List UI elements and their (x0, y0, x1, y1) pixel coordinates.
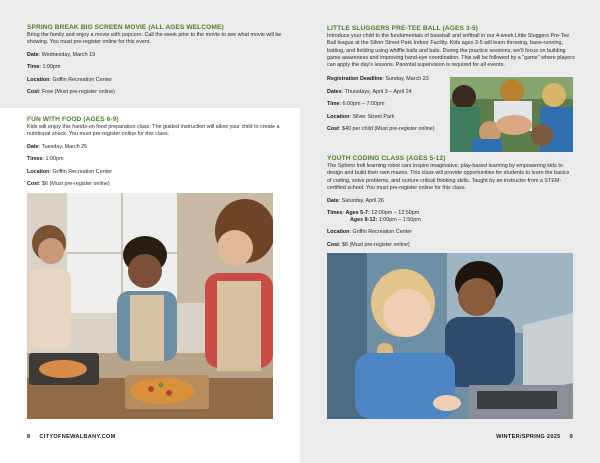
event-time: Time: 1:00pm (27, 64, 61, 71)
footer-season: WINTER/SPRING 2025 (496, 434, 561, 440)
event-times-second: Ages 8-12: 1:00pm – 1:50pm (350, 216, 421, 223)
event-description: Bring the family and enjoy a movie with popcorn. Call the week prior to the movie to see what movie will be showing. You must pre-register online for this event. (27, 32, 282, 46)
event-times: Times: 1:00pm (27, 156, 64, 163)
event-title: FUN WITH FOOD (AGES 6-9) (27, 116, 119, 123)
photo-kids-cooking (27, 193, 273, 419)
event-youth-coding (327, 155, 575, 249)
event-title: YOUTH CODING CLASS (AGES 5-12) (327, 155, 446, 162)
event-date: Date: Tuesday, March 25 (27, 143, 88, 150)
event-cost: Cost: Free (Must pre-register online) (27, 89, 115, 96)
event-location: Location: Griffin Recreation Center (327, 229, 412, 236)
event-cost: Cost: $6 (Must pre-register online) (27, 181, 110, 188)
footer-left (27, 434, 116, 440)
footer-right (480, 434, 573, 440)
event-times: Times: Ages 5-7: 12:00pm – 12:50pm (327, 209, 420, 216)
event-cost: Cost: $6 (Must pre-register online) (327, 241, 410, 248)
footer-website: CITYOFNEWALBANY.COM (39, 434, 116, 440)
event-time: Time: 6:00pm – 7:00pm (327, 101, 385, 108)
event-cost: Cost: $40 per child (Must pre-register online) (327, 125, 435, 132)
page-number: 9 (569, 434, 573, 440)
event-fun-with-food (27, 116, 282, 188)
event-description: The Sphero Indi learning robot cars inspire imaginative, play-based learning by empowering kids to design and build their own mazes. This class will provide opportunities for students to learn the basics of coding, solve problems, and nurture critical thinking skills. Taught by an instructor from a STEM-certified school. You must pre-register online for this class. (327, 163, 570, 191)
event-registration-deadline: Registration Deadline: Sunday, March 23 (327, 76, 429, 83)
event-location: Location: Griffin Recreation Center (27, 76, 112, 83)
event-movie (27, 24, 282, 96)
event-location: Location: Griffin Recreation Center (27, 168, 112, 175)
event-dates: Dates: Thursdays, April 3 – April 24 (327, 88, 412, 95)
page-number: 8 (27, 434, 31, 440)
event-little-sluggers-details (327, 71, 447, 133)
event-little-sluggers-header (327, 25, 575, 69)
event-title: LITTLE SLUGGERS PRE-TEE BALL (AGES 3-5) (327, 25, 479, 32)
photo-kids-coding (327, 253, 573, 419)
event-location: Location: Silver Street Park (327, 113, 395, 120)
event-date: Date: Saturday, April 26 (327, 197, 384, 204)
photo-kids-team-huddle (450, 77, 573, 152)
event-date: Date: Wednesday, March 19 (27, 51, 96, 58)
event-description: Introduce your child to the fundamentals of baseball and softball in our 4-week Little Sluggers Pre-Tee Ball league at the Silver Street Park Indoor Facility. Kids ages 3-5 will learn throwing, base-running, batting, and fielding using whiffle balls and bats. During the practice sessions, we'll focus on building game awareness and improving hand-eye coordination. This will be followed by a "game" where players can apply the day's lessons. Parental supervision is required for all events. (327, 33, 575, 69)
event-description: Kids will enjoy this hands-on food preparation class. The guided instruction will allow your child to create a nutritional snack. You must pre-register online for this class. (27, 124, 280, 138)
event-title: SPRING BREAK BIG SCREEN MOVIE (ALL AGES WELCOME) (27, 24, 224, 31)
